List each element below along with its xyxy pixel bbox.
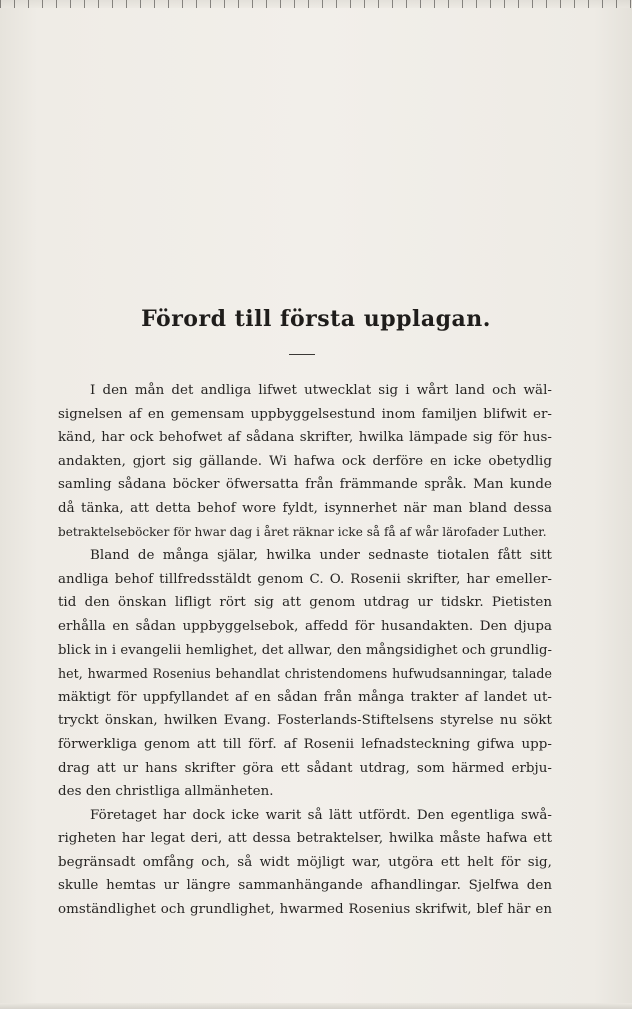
text-line: känd, har ock behofwet af sådana skrifter, hwilka lämpade sig för hus- — [58, 430, 552, 446]
text-line: Bland de många själar, hwilka under sednaste tiotalen fått sitt — [90, 548, 552, 564]
text-line: samling sådana böcker öfwersatta från främmande språk. Man kunde — [58, 477, 552, 493]
body-text — [58, 379, 552, 922]
text-line: mäktigt för uppfyllandet af en sådan från många trakter af landet ut- — [58, 689, 552, 705]
text-line: het, hwarmed Rosenius behandlat christendomens hufwudsanningar, talade — [58, 666, 552, 682]
text-line: andakten, gjort sig gällande. Wi hafwa ock derföre en icke obetydlig — [58, 453, 552, 469]
text-line: omständlighet och grundlighet, hwarmed Rosenius skrifwit, blef här en — [58, 902, 552, 918]
text-line: erhålla en sådan uppbyggelsebok, affedd för husandakten. Den djupa — [58, 618, 552, 634]
text-line: skulle hemtas ur längre sammanhängande afhandlingar. Sjelfwa den — [58, 878, 552, 894]
page-title: Förord till första upplagan. — [141, 306, 491, 332]
text-line: andliga behof tillfredsstäldt genom C. O. Rosenii skrifter, har emeller- — [58, 571, 552, 587]
text-line: betraktelseböcker för hwar dag i året räknar icke så få af wår lärofader Luther. — [58, 524, 547, 539]
text-line: signelsen af en gemensam uppbyggelsestund inom familjen blifwit er- — [58, 406, 552, 422]
text-line: tryckt önskan, hwilken Evang. Fosterlands-Stiftelsens styrelse nu sökt — [58, 713, 552, 729]
text-line: drag att ur hans skrifter göra ett sådant utdrag, som härmed erbju- — [58, 760, 552, 776]
text-line: des den christliga allmänheten. — [58, 784, 274, 800]
text-line: tid den önskan lifligt rört sig att genom utdrag ur tidskr. Pietisten — [58, 595, 552, 611]
text-line: I den mån det andliga lifwet utwecklat sig i wårt land och wäl- — [90, 383, 552, 398]
text-line: Företaget har dock icke warit så lätt utfördt. Den egentliga swå- — [90, 807, 552, 823]
page-bottom-edge — [0, 1003, 632, 1009]
text-line: förwerkliga genom att till förf. af Rosenii lefnadsteckning gifwa upp- — [58, 736, 552, 752]
title-divider — [289, 354, 315, 355]
text-line: righeten har legat deri, att dessa betraktelser, hwilka måste hafwa ett — [58, 831, 552, 847]
page-top-edge — [0, 0, 632, 8]
text-line: begränsadt omfång och, så widt möjligt war, utgöra ett helt för sig, — [58, 854, 552, 870]
text-line: då tänka, att detta behof wore fyldt, isynnerhet när man bland dessa — [58, 500, 552, 516]
text-line: blick in i evangelii hemlighet, det allwar, den mångsidighet och grundlig- — [58, 642, 552, 658]
